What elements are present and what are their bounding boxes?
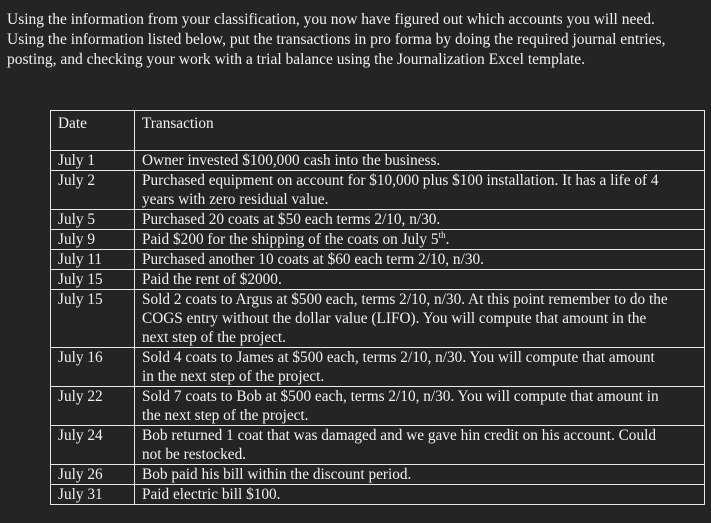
table-row [51, 270, 705, 290]
date-cell: July 5 [51, 210, 135, 230]
table-row [51, 426, 705, 465]
transaction-text [142, 290, 670, 347]
date-column-header: Date [51, 111, 135, 151]
transaction-text [142, 270, 670, 289]
transaction-column-header: Transaction [135, 111, 705, 151]
transaction-cell [135, 290, 705, 348]
table-row [51, 171, 705, 210]
transaction-cell [135, 210, 705, 230]
transaction-cell [135, 465, 705, 485]
transaction-cell [135, 485, 705, 505]
date-cell: July 31 [51, 485, 135, 505]
transaction-text [142, 485, 670, 504]
table-row [51, 465, 705, 485]
transaction-text [142, 426, 670, 464]
transaction-cell [135, 270, 705, 290]
transaction-main-text: Bob returned 1 coat that was damaged and we gave hin credit on his account. Could not be restocked. [142, 427, 656, 463]
transaction-main-text: Sold 4 coats to James at $500 each, terms 2/10, n/30. You will compute that amount in the next step of the project. [142, 349, 655, 385]
date-cell: July 15 [51, 290, 135, 348]
date-cell: July 16 [51, 348, 135, 387]
transactions-table [50, 110, 705, 505]
transaction-text [142, 151, 670, 170]
transaction-cell [135, 250, 705, 270]
transaction-main-text: Sold 2 coats to Argus at $500 each, terms 2/10, n/30. At this point remember to do the COGS entry without the dollar value (LIFO). You will compute that amount in the next step of the project. [142, 291, 668, 346]
table-row [51, 151, 705, 171]
date-cell: July 26 [51, 465, 135, 485]
date-cell: July 22 [51, 387, 135, 426]
transaction-text [142, 465, 670, 484]
transaction-main-text: Paid the rent of $2000. [142, 271, 282, 288]
trailing-punctuation: . [445, 231, 450, 248]
table-row [51, 250, 705, 270]
transaction-main-text: Paid $200 for the shipping of the coats on July 5 [142, 231, 439, 248]
date-cell: July 2 [51, 171, 135, 210]
instructions-paragraph: Using the information from your classification, you now have figured out which accounts you will need. Using the information listed below, put the transactions in pro forma by doing the required journal entries, posting, and checking your work with a trial balance using the Journalization Excel template. [7, 11, 666, 68]
transaction-main-text: Paid electric bill $100. [142, 486, 281, 503]
transaction-cell [135, 348, 705, 387]
transaction-text [142, 348, 670, 386]
transaction-cell [135, 426, 705, 465]
transaction-main-text: Purchased 20 coats at $50 each terms 2/10, n/30. [142, 211, 441, 228]
transaction-cell [135, 230, 705, 250]
transaction-cell [135, 387, 705, 426]
transaction-main-text: Bob paid his bill within the discount period. [142, 466, 412, 483]
transaction-text [142, 210, 670, 229]
date-cell: July 11 [51, 250, 135, 270]
date-cell: July 9 [51, 230, 135, 250]
transaction-main-text: Sold 7 coats to Bob at $500 each, terms 2/10, n/30. You will compute that amount in the next step of the project. [142, 388, 659, 424]
date-cell: July 15 [51, 270, 135, 290]
table-row [51, 348, 705, 387]
transaction-text [142, 171, 670, 209]
transaction-text [142, 387, 670, 425]
transaction-main-text: Purchased another 10 coats at $60 each term 2/10, n/30. [142, 251, 484, 268]
transaction-text [142, 250, 670, 269]
transaction-main-text: Purchased equipment on account for $10,000 plus $100 installation. It has a life of 4 years with zero residual value. [142, 172, 659, 208]
transaction-main-text: Owner invested $100,000 cash into the business. [142, 152, 441, 169]
transaction-cell [135, 171, 705, 210]
table-row [51, 485, 705, 505]
table-row [51, 387, 705, 426]
date-cell: July 24 [51, 426, 135, 465]
date-cell: July 1 [51, 151, 135, 171]
transaction-cell [135, 151, 705, 171]
ordinal-suffix: th [438, 229, 446, 240]
table-row [51, 210, 705, 230]
table-row [51, 230, 705, 250]
table-header-row [51, 111, 705, 151]
transaction-text [142, 230, 670, 249]
table-row [51, 290, 705, 348]
